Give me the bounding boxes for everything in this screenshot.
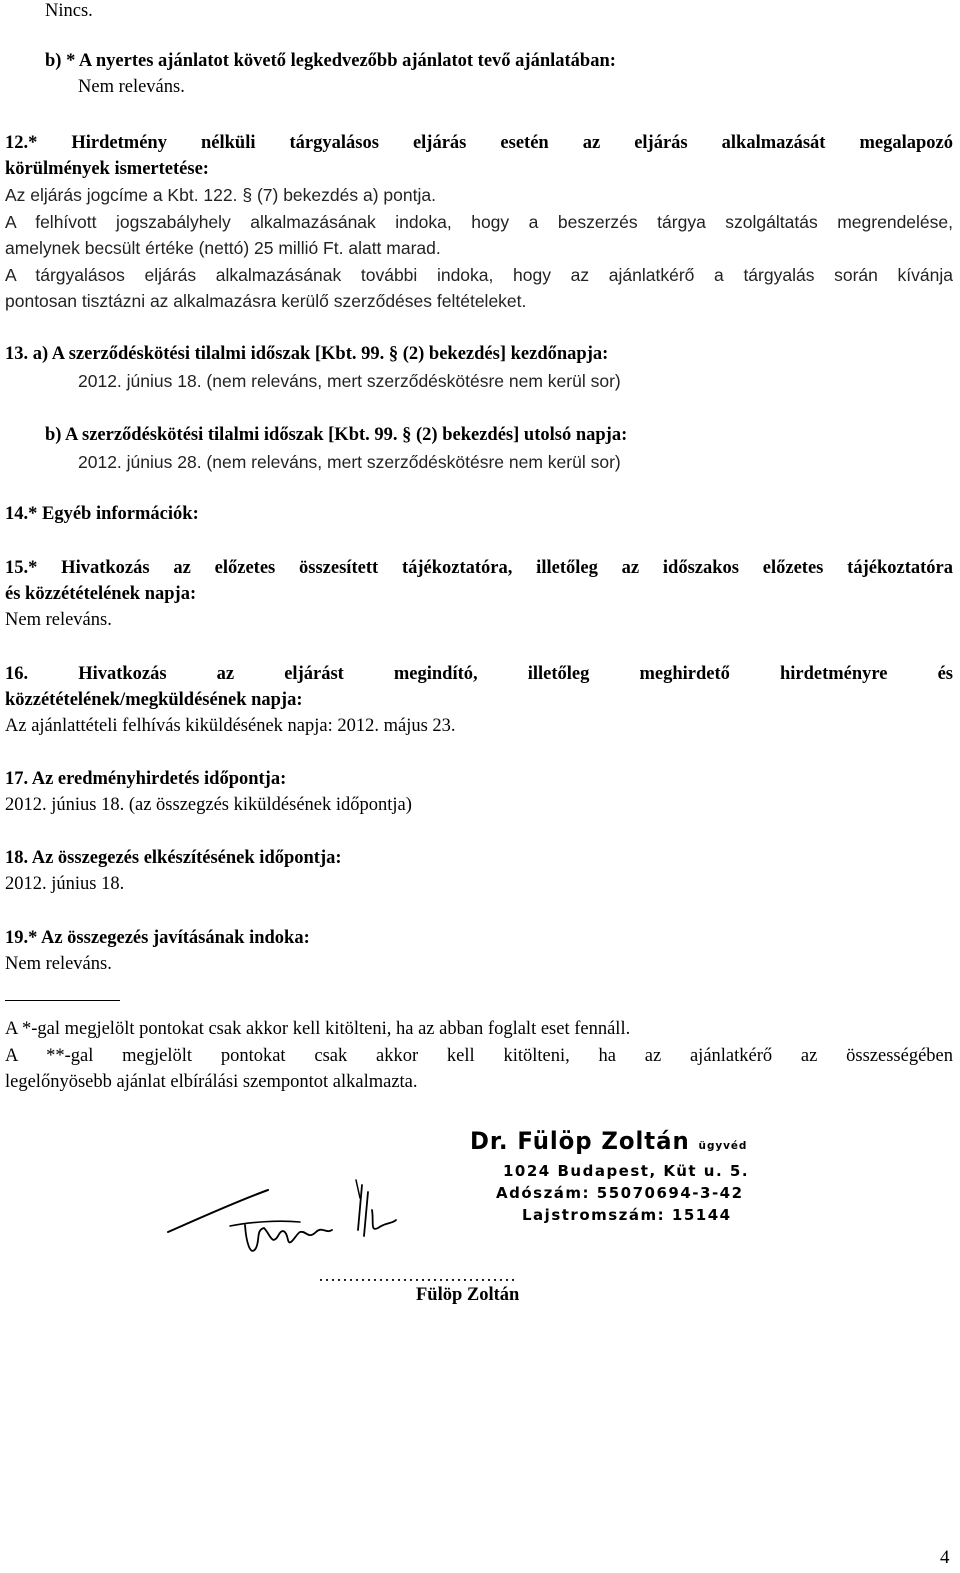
section-19-heading: 19.* Az összegezés javításának indoka: [5,928,310,948]
stamp-title: ügyvéd [698,1139,748,1152]
section-13a-heading: 13. a) A szerződéskötési tilalmi időszak [Kbt. 99. § (2) bekezdés] kezdőnapja: [5,344,609,364]
section-15-answer: Nem releváns. [5,610,112,630]
handwritten-signature [160,1170,420,1265]
section-19-answer: Nem releváns. [5,954,112,974]
section-12-line5: pontosan tisztázni az alkalmazásra kerülő szerződéses feltételeket. [5,291,527,311]
footnote-line1: A *-gal megjelölt pontokat csak akkor kell kitölteni, ha az abban foglalt eset fennáll. [5,1019,631,1039]
section-11-answer: Nincs. [45,1,93,21]
lawyer-stamp [470,1128,800,1228]
section-12-line4: A tárgyalásos eljárás alkalmazásának további indoka, hogy az ajánlatkérő a tárgyalás során kívánja [5,265,953,285]
section-13b-answer: 2012. június 28. (nem releváns, mert szerződéskötésre nem kerül sor) [78,452,621,472]
section-11b-answer: Nem releváns. [78,77,185,97]
section-16-answer: Az ajánlattételi felhívás kiküldésének napja: 2012. május 23. [5,716,456,736]
section-18-answer: 2012. június 18. [5,874,125,894]
page-number: 4 [940,1547,950,1568]
section-12-line2: A felhívott jogszabályhely alkalmazásának indoka, hogy a beszerzés tárgya szolgáltatás megrendelése, [5,212,953,232]
footnote-divider [5,1000,120,1001]
stamp-tax-number: Adószám: 55070694-3-42 [496,1184,744,1202]
signature-line: …………………………… [318,1265,516,1285]
section-14-heading: 14.* Egyéb információk: [5,504,199,524]
section-18-heading: 18. Az összegezés elkészítésének időpontja: [5,848,342,868]
section-12-heading-line2: körülmények ismertetése: [5,159,209,179]
section-16-heading-line1: 16. Hivatkozás az eljárást megindító, illetőleg meghirdető hirdetményre és [5,664,953,684]
section-12-heading-line1: 12.* Hirdetmény nélküli tárgyalásos eljárás esetén az eljárás alkalmazását megalapozó [5,133,953,153]
signer-name: Fülöp Zoltán [416,1285,520,1305]
stamp-address: 1024 Budapest, Küt u. 5. [503,1162,750,1180]
section-12-line1: Az eljárás jogcíme a Kbt. 122. § (7) bekezdés a) pontja. [5,185,436,205]
section-16-heading-line2: közzétételének/megküldésének napja: [5,690,303,710]
stamp-name-line [470,1128,747,1159]
stamp-registry: Lajstromszám: 15144 [522,1206,732,1224]
section-17-heading: 17. Az eredményhirdetés időpontja: [5,769,287,789]
section-15-heading-line1: 15.* Hivatkozás az előzetes összesített tájékoztatóra, illetőleg az időszakos előzetes tájékoztatóra [5,558,953,578]
section-12-line3: amelynek becsült értéke (nettó) 25 millió Ft. alatt marad. [5,238,441,258]
footnote-line2: A **-gal megjelölt pontokat csak akkor kell kitölteni, ha az ajánlatkérő az összességében [5,1046,953,1066]
section-11b-heading: b) * A nyertes ajánlatot követő legkedvezőbb ajánlatot tevő ajánlatában: [45,51,616,71]
stamp-name: Dr. Fülöp Zoltán [470,1127,690,1155]
section-13a-answer: 2012. június 18. (nem releváns, mert szerződéskötésre nem kerül sor) [78,371,621,391]
section-15-heading-line2: és közzétételének napja: [5,584,197,604]
section-13b-heading: b) A szerződéskötési tilalmi időszak [Kbt. 99. § (2) bekezdés] utolsó napja: [45,425,628,445]
section-17-answer: 2012. június 18. (az összegzés kiküldésének időpontja) [5,795,412,815]
footnote-line3: legelőnyösebb ajánlat elbírálási szempontot alkalmazta. [5,1072,418,1092]
